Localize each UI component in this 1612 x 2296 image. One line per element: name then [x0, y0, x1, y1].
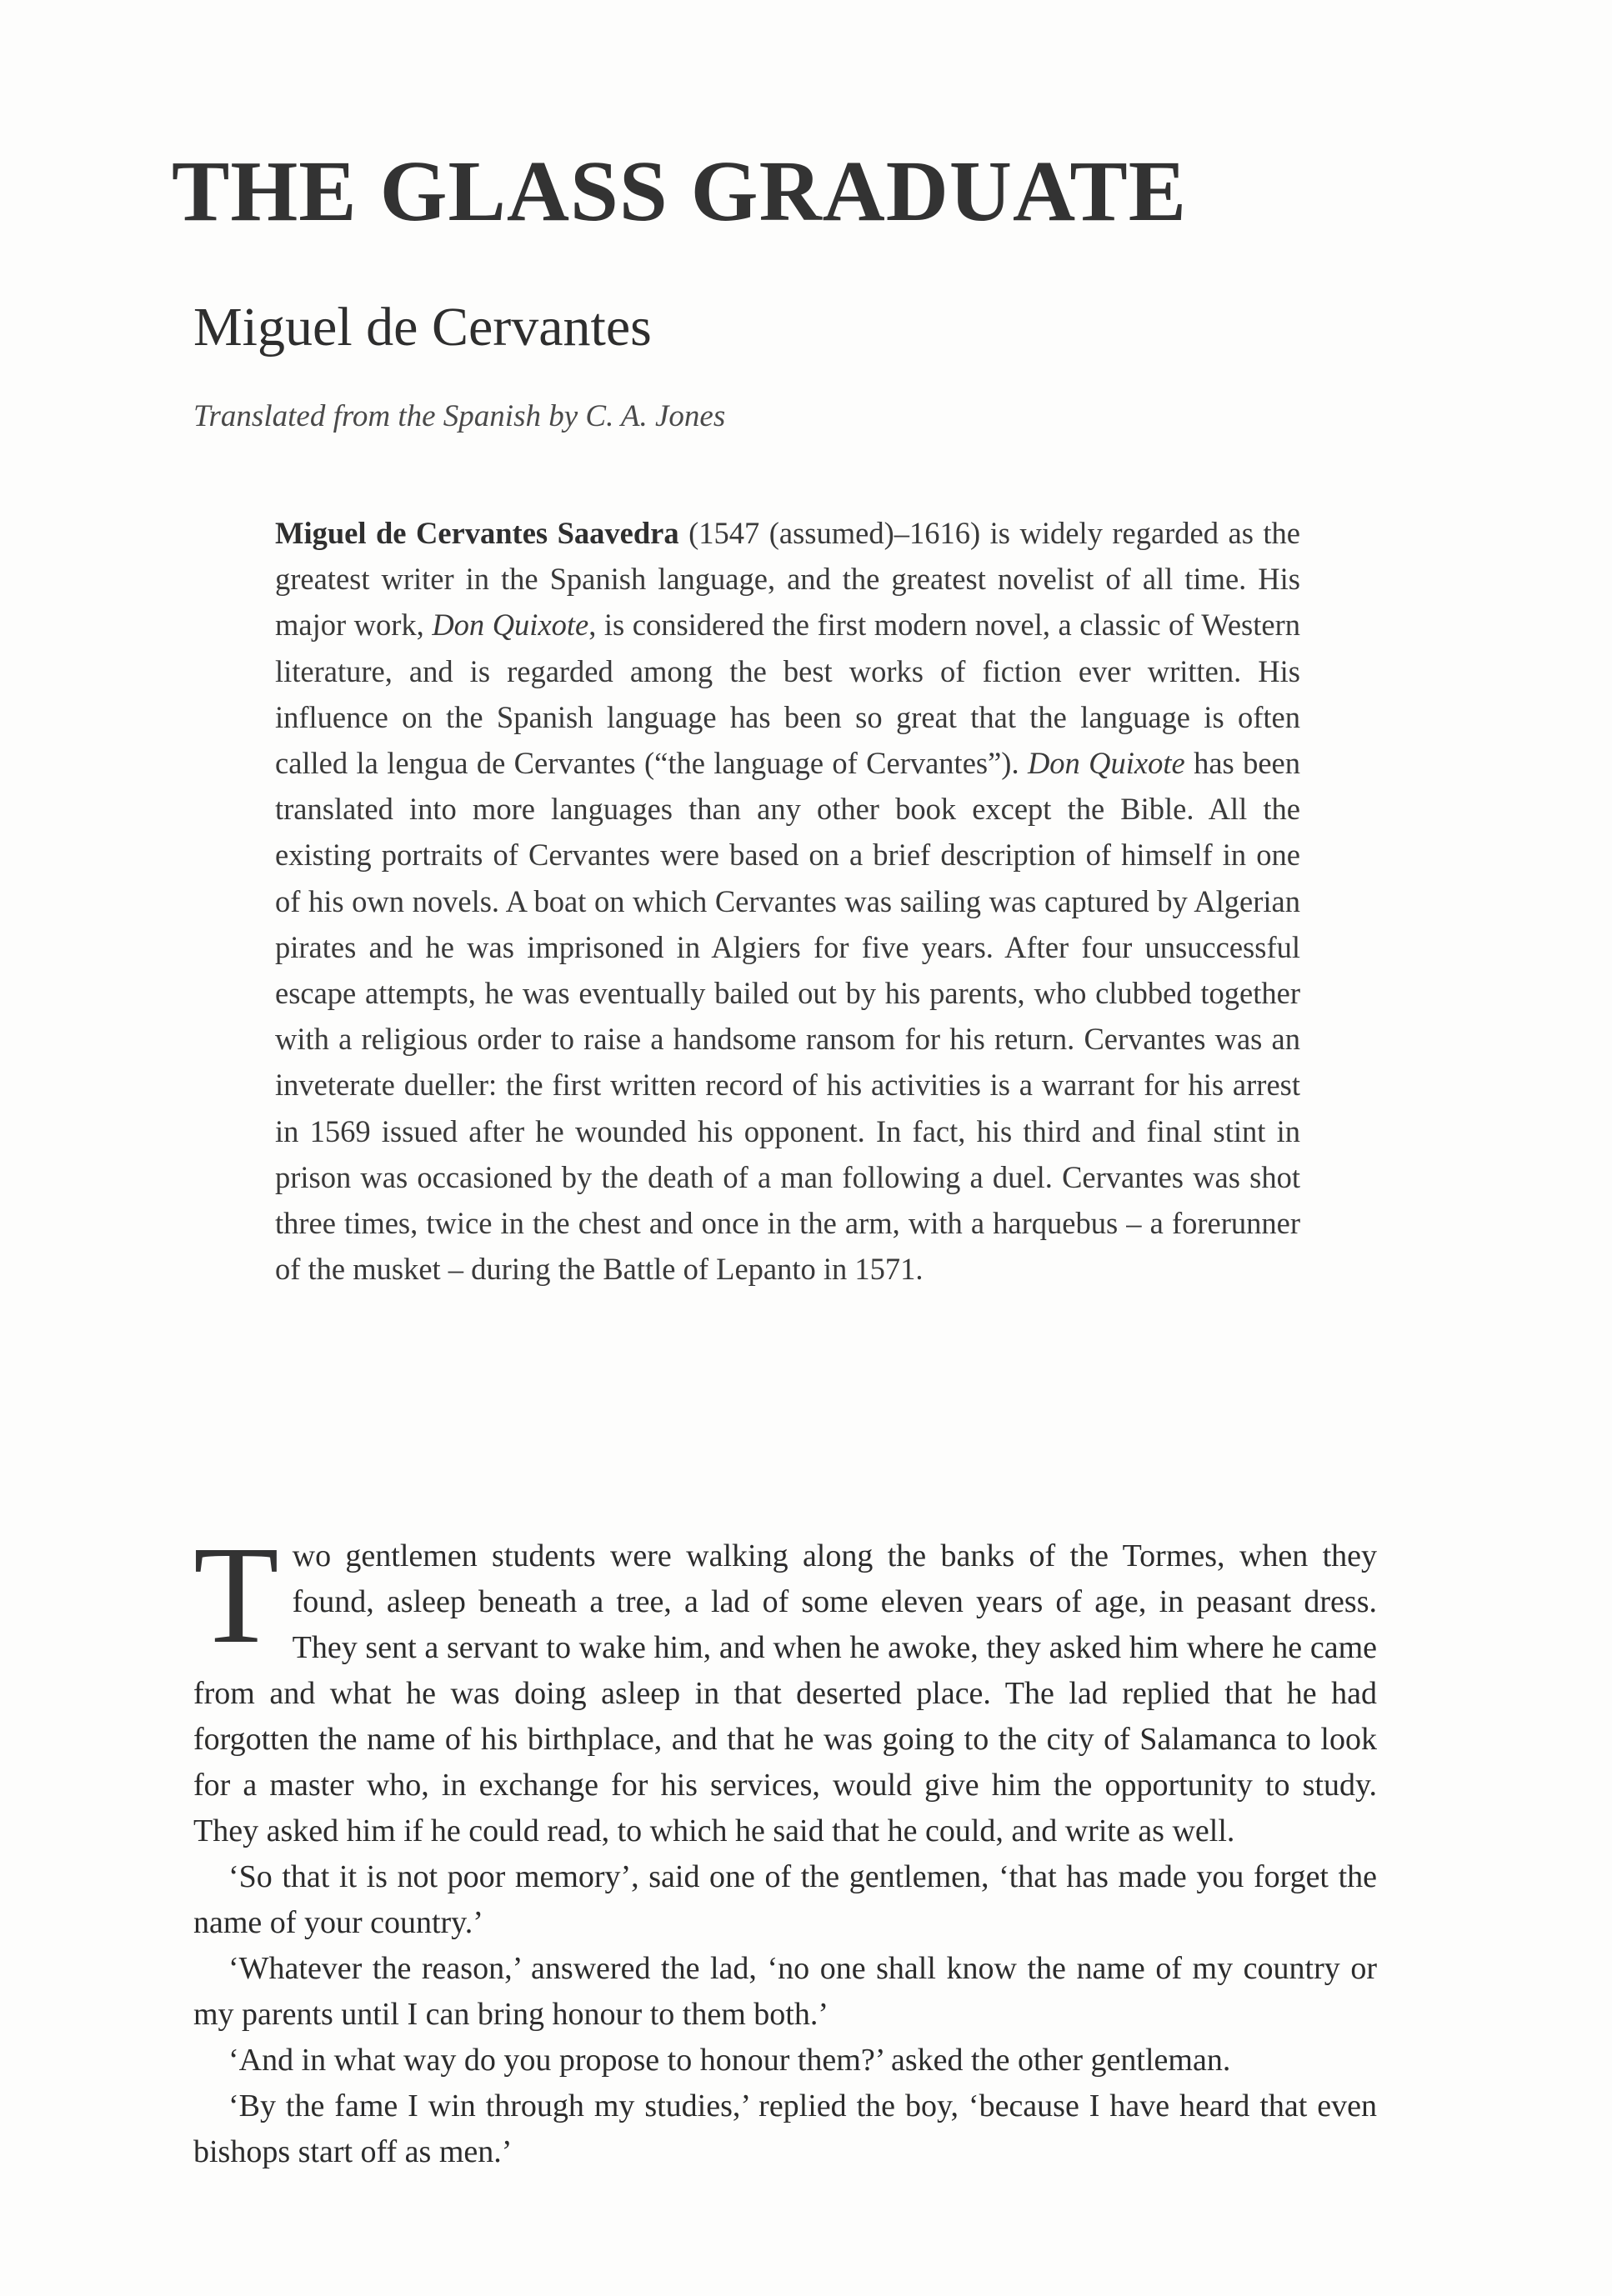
author-biography — [275, 510, 1300, 1292]
story-paragraph-1-text: wo gentlemen students were walking along the banks of the Tormes, when they found, asleep beneath a tree, a lad of some eleven years of age, in peasant dress. They sent a servant to wake him, and when he awoke, they asked him where he came from and what he was doing asleep in that deserted place. The lad replied that he had forgotten the name of his birthplace, and that he was going to the city of Salamanca to look for a master who, in exchange for his services, would give him the opportunity to study. They asked him if he could read, to which he said that he could, and write as well. — [193, 1538, 1377, 1848]
bio-text-part-3: has been translated into more languages than any other book except the Bible. All the existing portraits of Cervantes were based on a brief description of himself in one of his own novels. A boat on which Cervantes was sailing was captured by Algerian pirates and he was imprisoned in Algiers for five years. After four unsuccessful escape attempts, he was eventually bailed out by his parents, who clubbed together with a religious order to raise a handsome ransom for his return. Cervantes was an inveterate dueller: the first written record of his activities is a warrant for his arrest in 1569 issued after he wounded his opponent. In fact, his third and final stint in prison was occasioned by the death of a man following a duel. Cervantes was shot three times, twice in the chest and once in the arm, with a harquebus – a forerunner of the musket – during the Battle of Lepanto in 1571. — [275, 746, 1300, 1287]
bio-text-part-2: , is considered the first modern novel, a classic of Western literature, and is regarded among the best works of fiction ever written. His influence on the Spanish language has been so great that the language is often called la lengua de Cervantes (“the language of Cervantes”). — [275, 608, 1300, 781]
bio-author-name: Miguel de Cervantes Saavedra — [275, 516, 679, 550]
author-name: Miguel de Cervantes — [193, 297, 652, 358]
bio-text-part-1: (1547 (assumed)–1616) is widely regarded as the greatest writer in the Spanish language, and the greatest novelist of all time. His major work, — [275, 516, 1300, 643]
story-paragraph-1 — [193, 1518, 1377, 1854]
story-title: THE GLASS GRADUATE — [172, 143, 1188, 239]
translator-credit: Translated from the Spanish by C. A. Jones — [193, 399, 726, 433]
story-paragraph-3: ‘Whatever the reason,’ answered the lad, ‘no one shall know the name of my country or my parents until I can bring honour to them both.’ — [193, 1951, 1377, 2032]
story-paragraph-2: ‘So that it is not poor memory’, said one of the gentlemen, ‘that has made you forget the name of your country.’ — [193, 1859, 1377, 1940]
story-paragraph-4: ‘And in what way do you propose to honour them?’ asked the other gentleman. — [228, 2043, 1231, 2078]
drop-cap: T — [193, 1518, 279, 1673]
story-paragraph-5: ‘By the fame I win through my studies,’ replied the boy, ‘because I have heard that even bishops start off as men.’ — [193, 2088, 1377, 2169]
bio-work-title-2: Don Quixote — [1027, 746, 1185, 781]
story-body — [193, 1518, 1377, 2175]
bio-work-title-1: Don Quixote — [432, 608, 589, 643]
